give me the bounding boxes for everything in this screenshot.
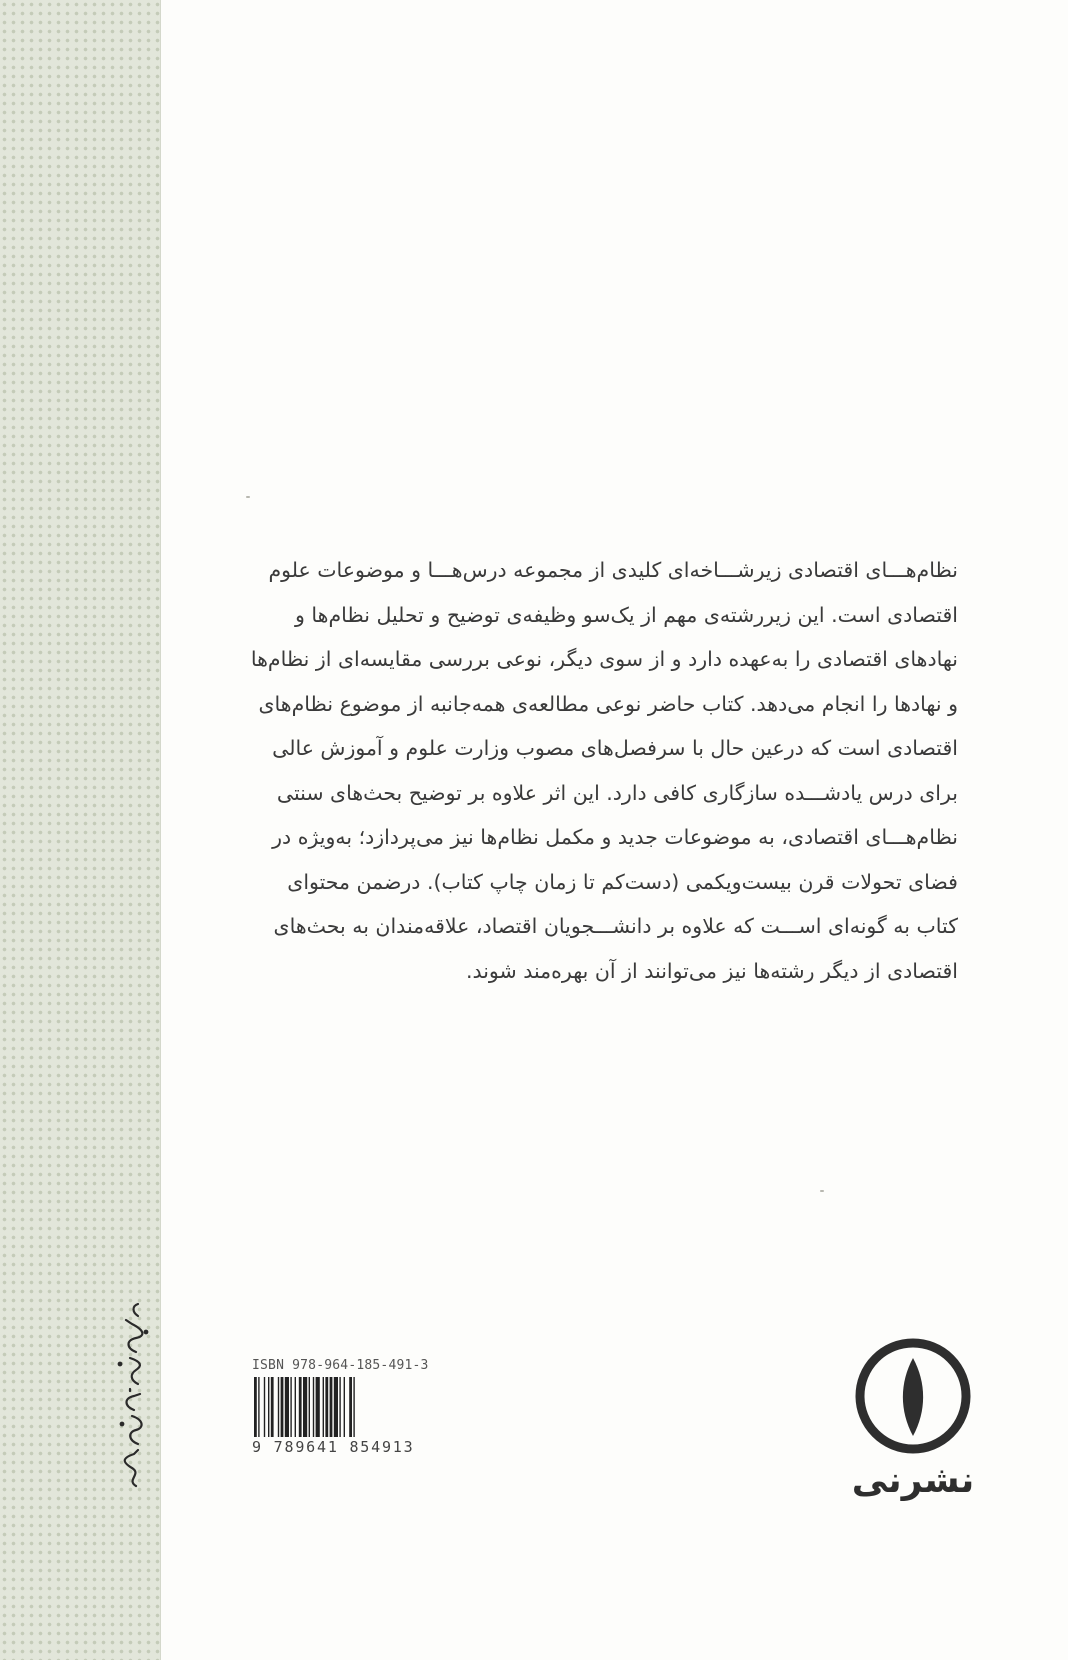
blurb-line: فضای تحولات قرن بیست‌ویکمی (دست‌کم تا زمان چاپ کتاب). درضمن محتوای bbox=[287, 869, 958, 894]
blurb-line: اقتصادی است. این زیررشته‌ی مهم از یک‌سو وظیفه‌ی توضیح و تحلیل نظام‌ها و bbox=[295, 602, 958, 627]
blurb-line: کتاب به گونه‌ای اســـت که علاوه بر دانشـــجویان اقتصاد، علاقه‌مندان به بحث‌های bbox=[273, 914, 958, 938]
isbn-label: ISBN 978-964-185-491-3 bbox=[252, 1358, 429, 1373]
blurb-line: نهادهای اقتصادی را به‌عهده دارد و از سوی دیگر، نوعی بررسی مقایسه‌ای از نظام‌ها bbox=[250, 647, 958, 671]
blurb-line: و نهادها را انجام می‌دهد. کتاب حاضر نوعی مطالعه‌ی همه‌جانبه از موضوع نظام‌های bbox=[258, 691, 958, 716]
blurb-line: نظام‌هـــای اقتصادی زیرشـــاخه‌ای کلیدی از مجموعه درس‌هـــا و موضوعات علوم bbox=[268, 558, 958, 582]
print-speck bbox=[820, 1190, 824, 1192]
handwritten-signature-icon bbox=[108, 1300, 152, 1490]
blurb-line: نظام‌هـــای اقتصادی، به موضوعات جدید و مکمل نظام‌ها نیز می‌پردازد؛ به‌ویژه در bbox=[272, 825, 958, 849]
blurb-line: اقتصادی است که درعین حال با سرفصل‌های مصوب وزارت علوم و آموزش عالی bbox=[272, 736, 958, 760]
blurb-line: برای درس یادشـــده سازگاری کافی دارد. این اثر علاوه بر توضیح بحث‌های سنتی bbox=[276, 780, 958, 805]
reed-logo-icon bbox=[853, 1336, 973, 1456]
publisher-name: نشرنی bbox=[851, 1460, 975, 1501]
book-spine bbox=[0, 0, 161, 1660]
barcode-icon bbox=[252, 1377, 438, 1437]
isbn-barcode-block bbox=[252, 1358, 438, 1456]
print-speck bbox=[246, 496, 250, 498]
back-cover-blurb bbox=[232, 548, 958, 993]
spine-signature bbox=[108, 1300, 152, 1490]
blurb-line: اقتصادی از دیگر رشته‌ها نیز می‌توانند از آن بهره‌مند شوند. bbox=[465, 958, 958, 983]
publisher-logo bbox=[846, 1336, 980, 1501]
barcode-digits: 9 789641 854913 bbox=[252, 1438, 415, 1456]
